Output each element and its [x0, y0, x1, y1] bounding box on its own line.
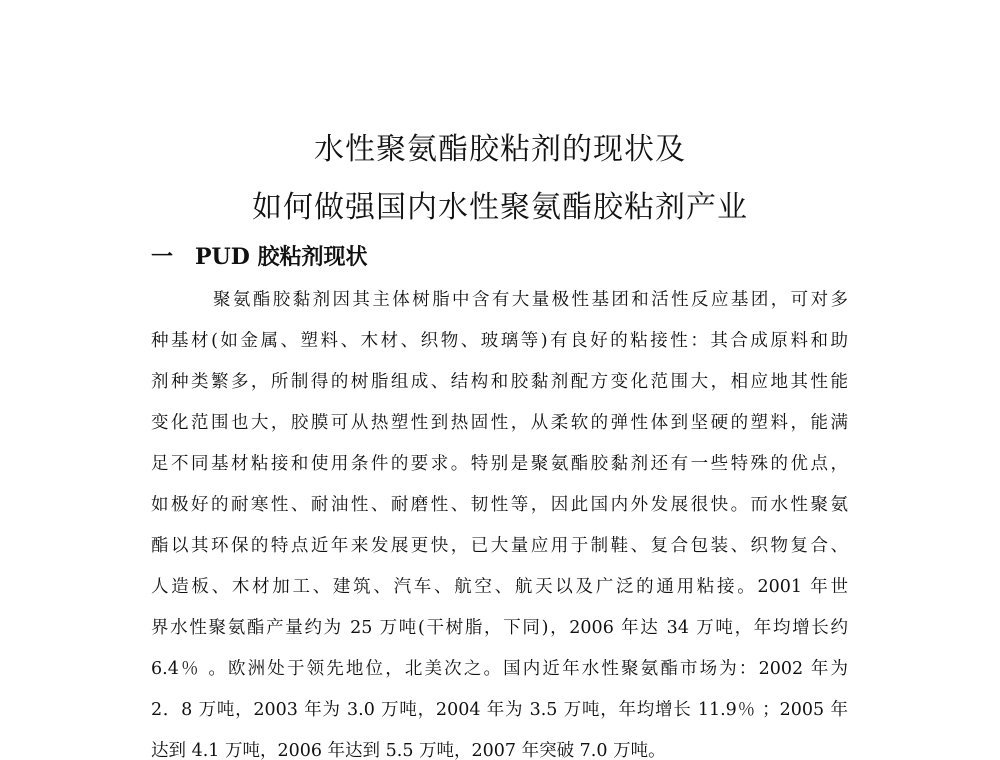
- paragraph-line: 如极好的耐寒性、耐油性、耐磨性、韧性等，因此国内外发展很快。而水性聚氨: [151, 495, 848, 515]
- paragraph-line: 人造板、木材加工、建筑、汽车、航空、航天以及广泛的通用粘接。2001 年世: [151, 577, 848, 597]
- paragraph-line: 种基材(如金属、塑料、木材、织物、玻璃等)有良好的粘接性：其合成原料和助: [151, 331, 848, 351]
- title-line-2: 如何做强国内水性聚氨酯胶粘剂产业: [252, 190, 748, 225]
- paragraph-line: 2．8 万吨，2003 年为 3.0 万吨，2004 年为 3.5 万吨，年均增长 11.9％ ；2005 年: [151, 700, 848, 720]
- paragraph-line: 足不同基材粘接和使用条件的要求。特别是聚氨酯胶黏剂还有一些特殊的优点，: [151, 454, 848, 474]
- section-heading: [151, 240, 367, 271]
- paragraph-line: 酯以其环保的特点近年来发展更快，已大量应用于制鞋、复合包装、织物复合、: [151, 536, 848, 556]
- title-line-1: 水性聚氨酯胶粘剂的现状及: [314, 132, 686, 167]
- paragraph-line: 聚氨酯胶黏剂因其主体树脂中含有大量极性基团和活性反应基团，可对多: [213, 290, 848, 310]
- paragraph-line: 变化范围也大，胶膜可从热塑性到热固性，从柔软的弹性体到坚硬的塑料，能满: [151, 413, 848, 433]
- section-number: 一: [151, 244, 174, 270]
- paragraph-line: 界水性聚氨酯产量约为 25 万吨(干树脂，下同)，2006 年达 34 万吨，年均增长约: [151, 618, 848, 638]
- paragraph-line: 达到 4.1 万吨，2006 年达到 5.5 万吨，2007 年突破 7.0 万吨。: [151, 741, 666, 760]
- paragraph-line: 剂种类繁多，所制得的树脂组成、结构和胶黏剂配方变化范围大，相应地其性能: [151, 372, 848, 392]
- section-title: PUD 胶粘剂现状: [195, 244, 368, 270]
- paragraph-line: 6.4％ 。欧洲处于领先地位，北美次之。国内近年水性聚氨酯市场为：2002 年为: [151, 659, 848, 679]
